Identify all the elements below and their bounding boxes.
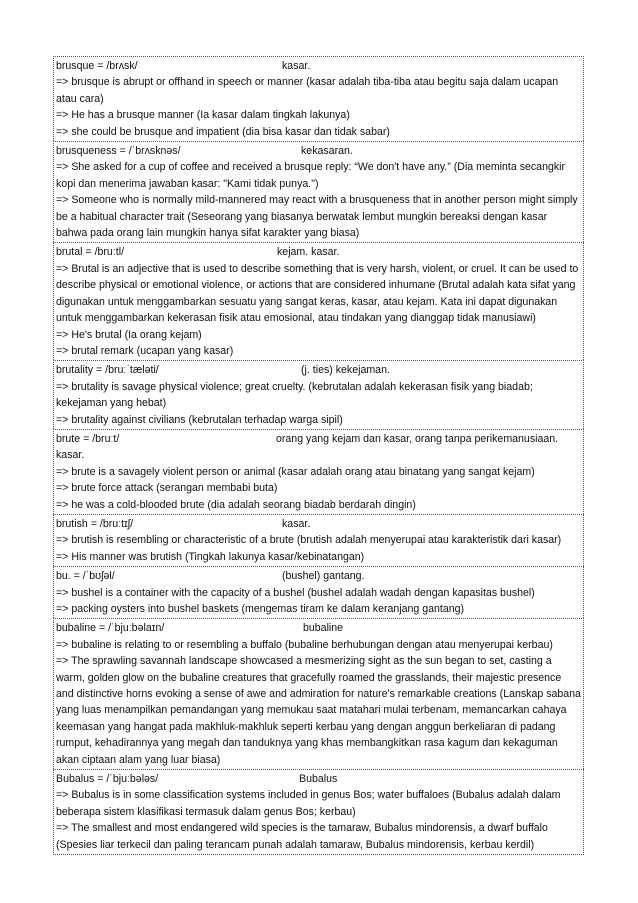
entry-example-line: => Someone who is normally mild-mannered may react with a brusqueness that in another person might simply be a habitual character trait (Seseorang yang biasanya berwatak lembut mungkin bereaksi dengan kasar bahwa pada orang lain mungkin hanya sifat karakter yang biasa) (56, 194, 578, 240)
dictionary-entry (53, 141, 584, 242)
entry-example-line: => brutish is resembling or characteristic of a brute (brutish adalah menyerupai atau karakteristik dari kasar) (56, 534, 562, 547)
entry-term: brute = /bruːt/ (56, 432, 120, 445)
entry-example-line: => brutal remark (ucapan yang kasar) (56, 344, 234, 357)
dictionary-entry (53, 429, 584, 514)
entry-meaning: kejam. kasar. (277, 246, 340, 259)
entry-example-line: => The sprawling savannah landscape showcased a mesmerizing sight as the sun began to set, casting a warm, golden glow on the bubaline creatures that gracefully roamed the grasslands, their majestic presence and distinctive horns evoking a sense of awe and admiration for nature's remarkable creations (Lanskap sabana yang luas menampilkan pemandangan yang memukau saat matahari mulai terbenam, memancarkan cahaya keemasan yang hangat pada makhluk-makhluk seperti kerbau yang dengan anggun berkeliaran di padang rumput, kehadirannya yang megah dan tanduknya yang khas membangkitkan rasa kagum dan kekaguman akan ciptaan alam yang luar biasa) (56, 655, 581, 766)
entry-headword-row (56, 568, 581, 584)
entry-example-line: => The smallest and most endangered wild species is the tamaraw, Bubalus mindorensis, a dwarf buffalo (Spesies liar terkecil dan paling terancam punah adalah tamaraw, Bubalus mindorensis, kerbau kerdil) (56, 822, 548, 851)
entry-example-line: => Brutal is an adjective that is used to describe something that is very harsh, violent, or cruel. It can be used to describe physical or emotional violence, or actions that are considered inhumane (Brutal adalah kata sifat yang digunakan untuk menggambarkan sesuatu yang sangat keras, kasar, atau kejam. Kata ini dapat digunakan untuk menggambarkan kekerasan fisik atau emosional, atau tindakan yang dianggap tidak manusiawi) (56, 262, 579, 325)
entry-headword-row (56, 431, 581, 447)
entry-term: bu. = /ˈbʊʃəl/ (56, 570, 115, 583)
entry-meaning: orang yang kejam dan kasar, orang tanpa perikemanusiaan. (276, 432, 559, 445)
entry-example-line: => brutality against civilians (kebrutalan terhadap warga sipil) (56, 413, 343, 426)
dictionary-document (53, 56, 584, 855)
entry-meaning: bubaline (303, 622, 344, 635)
entry-meaning: kasar. (282, 60, 311, 72)
entry-example-line: => She asked for a cup of coffee and received a brusque reply: “We don't have any.” (Dia meminta secangkir kopi dan menerima jawaban kasar: "Kami tidak punya.") (56, 161, 566, 190)
entry-example-line: => brusque is abrupt or offhand in speech or manner (kasar adalah tiba-tiba atau begitu saja dalam ucapan atau cara) (56, 76, 559, 105)
entry-example-line: => Bubalus is in some classification systems included in genus Bos; water buffaloes (Bubalus adalah dalam beberapa sistem klasifikasi termasuk dalam genus Bos; kerbau) (56, 789, 561, 818)
entry-term: brutal = /bruːtl/ (56, 246, 125, 259)
entry-example-line: kasar. (56, 449, 85, 462)
dictionary-entry (53, 360, 584, 429)
entry-term: brusque = /brʌsk/ (56, 60, 138, 72)
entry-headword-row (56, 362, 581, 378)
entry-term: brutality = /bruːˈtæləti/ (56, 364, 159, 377)
entry-term: bubaline = /ˈbjuːbəlaɪn/ (56, 622, 165, 635)
entry-example-line: => brute force attack (serangan membabi buta) (56, 482, 278, 495)
entry-headword-row (56, 620, 581, 636)
entry-example-line: => He's brutal (Ia orang kejam) (56, 328, 202, 341)
entry-meaning: Bubalus (299, 773, 338, 786)
entry-meaning: kasar. (282, 517, 311, 530)
entry-headword-row (56, 58, 581, 74)
entry-term: brutish = /bruːtɪʃ/ (56, 517, 134, 530)
entry-meaning: (j. ties) kekejaman. (301, 364, 390, 377)
entry-example-line: => brute is a savagely violent person or animal (kasar adalah orang atau binatang yang sangat kejam) (56, 465, 535, 478)
entry-headword-row (56, 244, 581, 260)
entry-example-line: => he was a cold-blooded brute (dia adalah seorang biadab berdarah dingin) (56, 498, 416, 511)
entry-example-line: => His manner was brutish (Tingkah lakunya kasar/kebinatangan) (56, 550, 365, 563)
entry-example-line: => bushel is a container with the capacity of a bushel (bushel adalah wadah dengan kapasitas bushel) (56, 586, 535, 599)
entry-headword-row (56, 771, 581, 787)
dictionary-entry (53, 566, 584, 618)
dictionary-entry (53, 242, 584, 360)
entry-term: Bubalus = /ˈbjuːbələs/ (56, 773, 159, 786)
entry-example-line: => packing oysters into bushel baskets (mengemas tiram ke dalam keranjang gantang) (56, 603, 465, 615)
entry-example-line: => she could be brusque and impatient (dia bisa kasar dan tidak sabar) (56, 125, 390, 138)
entry-term: brusqueness = /ˈbrʌsknəs/ (56, 145, 181, 158)
dictionary-entry (53, 56, 584, 141)
dictionary-entry (53, 769, 584, 855)
entry-meaning: kekasaran. (301, 145, 353, 158)
entry-headword-row (56, 143, 581, 159)
entry-headword-row (56, 516, 581, 532)
entry-example-line: => He has a brusque manner (Ia kasar dalam tingkah lakunya) (56, 109, 350, 122)
entry-example-line: => brutality is savage physical violence; great cruelty. (kebrutalan adalah kekerasan fisik yang biadab; kekejaman yang hebat) (56, 380, 533, 410)
entry-example-line: => bubaline is relating to or resembling a buffalo (bubaline berhubungan dengan atau menyerupai kerbau) (56, 638, 553, 651)
entry-meaning: (bushel) gantang. (282, 570, 365, 583)
dictionary-entry (53, 618, 584, 769)
dictionary-entry (53, 514, 584, 566)
